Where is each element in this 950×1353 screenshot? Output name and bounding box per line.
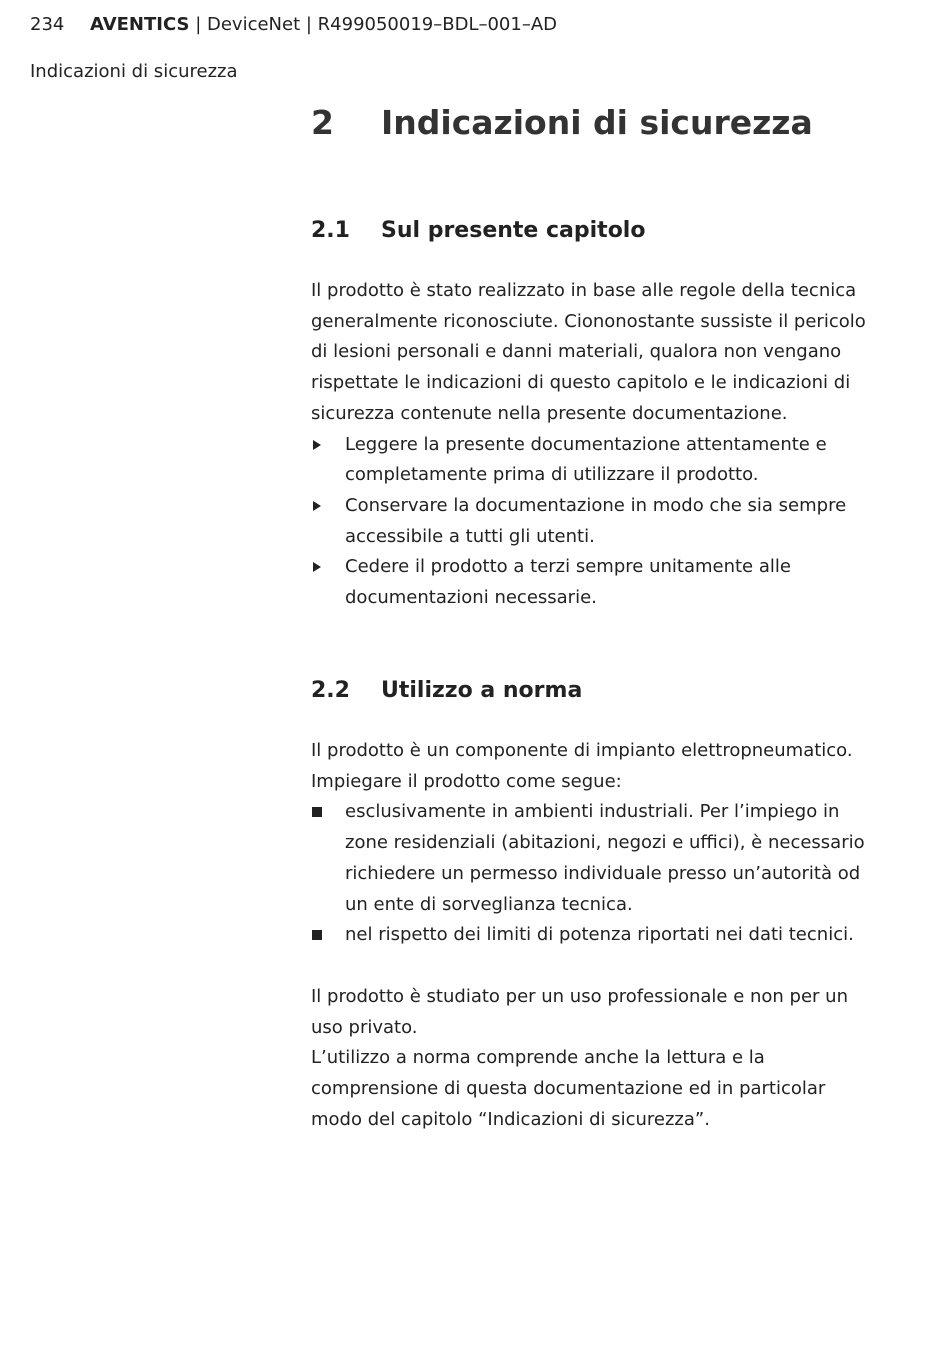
- running-section-label: Indicazioni di sicurezza: [30, 61, 238, 82]
- section-number: 2.2: [311, 678, 350, 703]
- triangle-bullet-icon: [313, 562, 321, 572]
- triangle-bullet-icon: [313, 501, 321, 511]
- square-bullet-icon: [312, 930, 322, 940]
- square-bullet-icon: [312, 807, 322, 817]
- list-item-text: nel rispetto dei limiti di potenza riportati nei dati tecnici.: [345, 924, 854, 946]
- page-number: 234: [30, 14, 65, 35]
- paragraph: Impiegare il prodotto come segue:: [311, 770, 622, 792]
- list-item-text: Cedere il prodotto a terzi sempre unitamente alle documentazioni necessarie.: [345, 556, 791, 609]
- section-2-2-closing: [311, 982, 881, 1136]
- paragraph: L’utilizzo a norma comprende anche la lettura e la comprensione di questa documentazione ed in particolar modo del capitolo “Indicazioni di sicurezza”.: [311, 1047, 826, 1130]
- section-number: 2.1: [311, 218, 350, 243]
- list-item: [311, 797, 881, 920]
- section-title: Sul presente capitolo: [381, 218, 646, 243]
- list-item: [311, 430, 881, 491]
- list-item: [311, 552, 881, 613]
- list-item-text: Conservare la documentazione in modo che sia sempre accessibile a tutti gli utenti.: [345, 494, 847, 547]
- usage-list: [311, 797, 881, 951]
- document-reference: | DeviceNet | R499050019–BDL–001–AD: [189, 14, 557, 35]
- section-heading-2-2: [311, 676, 582, 706]
- paragraph: Il prodotto è stato realizzato in base alle regole della tecnica generalmente riconosciute. Ciononostante sussiste il pericolo di lesioni personali e danni materiali, qualora non vengano rispettate le indicazioni di questo capitolo e le indicazioni di sicurezza contenute nella presente documentazione.: [311, 280, 866, 424]
- paragraph: Il prodotto è un componente di impianto elettropneumatico.: [311, 740, 853, 761]
- chapter-number: 2: [311, 103, 334, 142]
- triangle-bullet-icon: [313, 440, 321, 450]
- section-title: Utilizzo a norma: [381, 678, 583, 703]
- list-item: [311, 920, 881, 951]
- section-2-2-body: [311, 736, 881, 951]
- section-heading-2-1: [311, 216, 645, 246]
- section-2-1-body: [311, 276, 881, 614]
- chapter-heading: [311, 100, 813, 146]
- paragraph: Il prodotto è studiato per un uso professionale e non per un uso privato.: [311, 986, 848, 1038]
- running-header: [30, 12, 557, 38]
- brand-name: AVENTICS: [90, 14, 190, 35]
- list-item-text: esclusivamente in ambienti industriali. Per l’impiego in zone residenziali (abitazioni, negozi e uffici), è necessario richiedere un permesso individuale presso un’autorità od un ente di sorveglianza tecnica.: [345, 801, 865, 915]
- list-item: [311, 491, 881, 552]
- list-item-text: Leggere la presente documentazione attentamente e completamente prima di utilizzare il prodotto.: [345, 433, 827, 486]
- instruction-list: [311, 430, 881, 614]
- chapter-title: Indicazioni di sicurezza: [381, 103, 813, 142]
